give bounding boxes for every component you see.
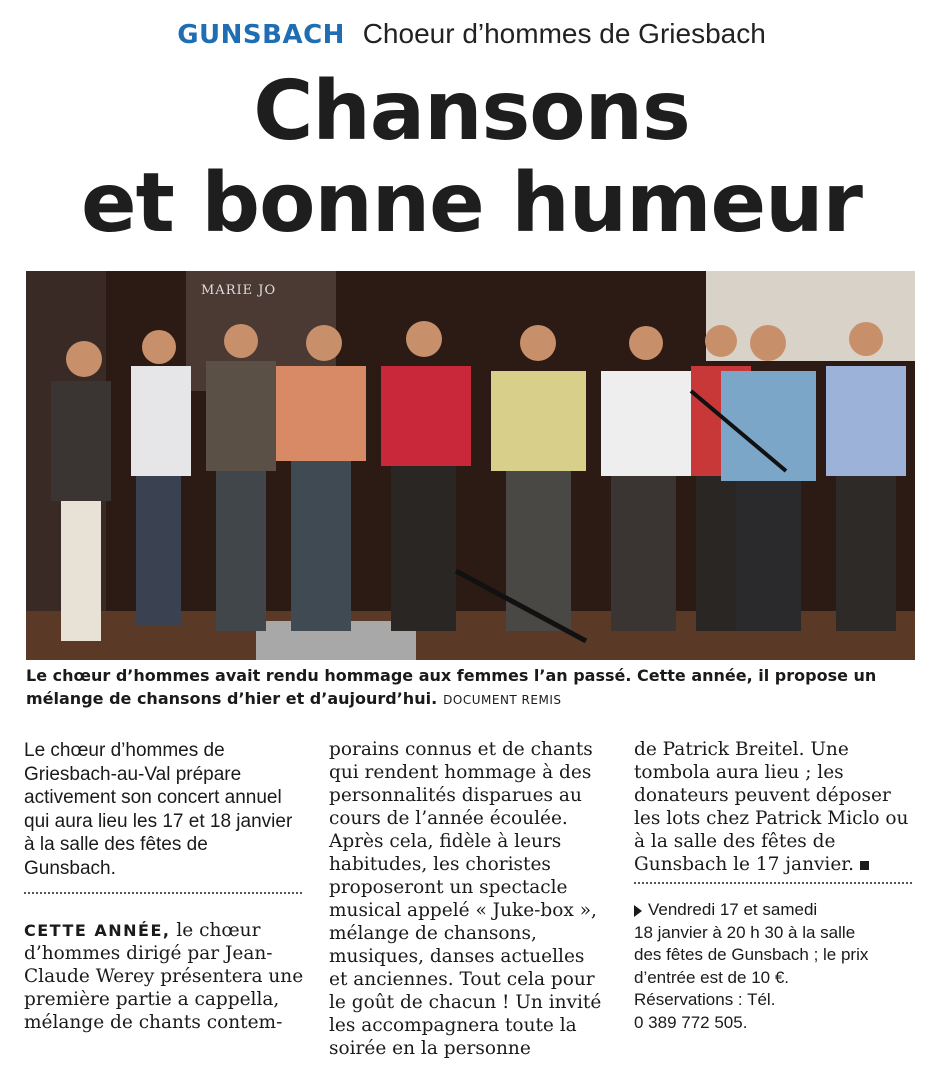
kicker-subject: Choeur d’hommes de Griesbach	[362, 18, 766, 49]
article-col1-body	[24, 919, 304, 1034]
lead-in: CETTE ANNÉE,	[24, 921, 171, 940]
info-line1: Vendredi 17 et samedi	[648, 900, 818, 919]
headline	[0, 66, 943, 250]
divider-col3	[634, 882, 912, 884]
photo-credit: DOCUMENT REMIS	[443, 693, 562, 707]
info-line2: 18 janvier à 20 h 30 à la salle	[634, 922, 856, 942]
kicker-location: GUNSBACH	[177, 20, 345, 50]
end-mark-icon	[860, 861, 869, 870]
choir-photo-illustration	[26, 271, 915, 660]
article-intro: Le chœur d’hommes de Griesbach-au-Val prépare activement son concert annuel qui aura lieu les 17 et 18 janvier à la salle des fêtes de Gunsbach.	[24, 740, 293, 879]
col1-text: le chœur d’hommes dirigé par Jean-Claude Werey présentera une première partie a cappella, mélange de chants contem-	[24, 920, 304, 1033]
col3-text: de Patrick Breitel. Une tombola aura lieu ; les donateurs peuvent déposer les lots chez Patrick Miclo ou à la salle des fêtes de Gunsbach le 17 janvier.	[634, 739, 909, 875]
kicker	[0, 18, 943, 50]
info-line6: 0 389 772 505.	[634, 1012, 748, 1032]
info-line4: d’entrée est de 10 €.	[634, 967, 790, 987]
article-photo	[26, 271, 915, 660]
article-col3-body	[634, 738, 913, 876]
info-line3: des fêtes de Gunsbach ; le prix	[634, 945, 869, 964]
headline-line1: Chansons	[253, 64, 690, 159]
arrow-icon	[634, 905, 642, 917]
article-col2-body: porains connus et de chants qui rendent hommage à des personnalités disparues au cours de l’année écoulée. Après cela, fidèle à leurs habitudes, les choristes proposeront un spectacle musical appelé « Juke-box », mélange de chansons, musiques, danses actuelles et anciennes. Tout cela pour le goût de chacun ! Un invité les accompagnera toute la soirée en la personne	[329, 739, 602, 1059]
caption-text: Le chœur d’hommes avait rendu hommage aux femmes l’an passé. Cette année, il propose un mélange de chansons d’hier et d’aujourd’hui.	[26, 666, 877, 708]
event-info-box	[634, 899, 914, 1034]
divider-col1	[24, 892, 302, 894]
info-line5: Réservations : Tél.	[634, 990, 776, 1009]
photo-caption	[26, 664, 906, 712]
headline-line2: et bonne humeur	[81, 156, 862, 251]
poster-text: MARIE JO	[201, 283, 277, 298]
